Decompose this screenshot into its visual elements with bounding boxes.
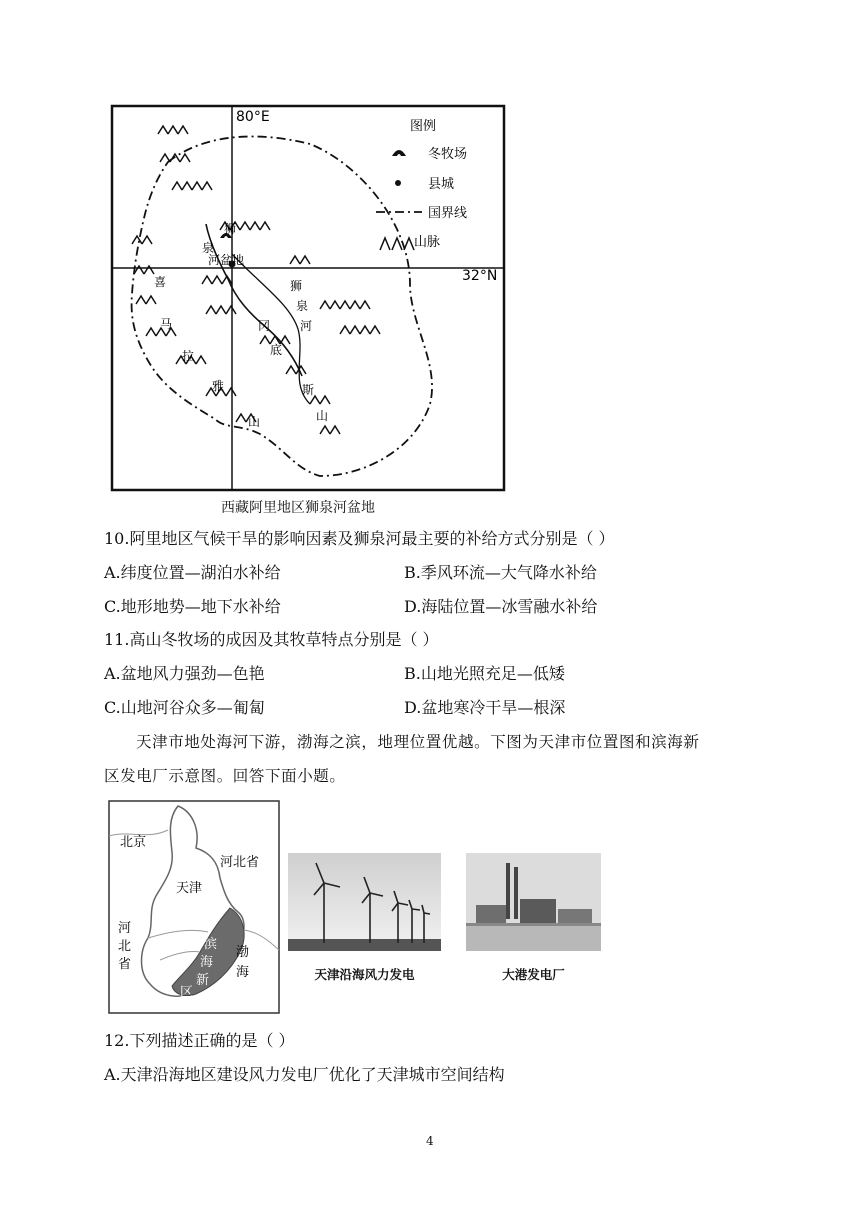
passage-line-1: 天津市地处海河下游，渤海之滨，地理位置优越。下图为天津市位置图和滨海新: [136, 733, 700, 751]
label-binhai-4: 区: [180, 985, 194, 1000]
wind-power-photo-svg: [288, 853, 441, 951]
river-char-2: 泉: [296, 299, 309, 313]
q10-stem: 10.阿里地区气候干旱的影响因素及狮泉河最主要的补给方式分别是（ ）: [104, 529, 615, 548]
himalaya-char-2: 马: [160, 317, 173, 331]
legend-county-icon: [395, 180, 401, 186]
q10-option-a[interactable]: A.纬度位置—湖泊水补给: [104, 563, 281, 582]
tianjin-location-map: [108, 800, 280, 1014]
q11-option-b[interactable]: B.山地光照充足—低矮: [404, 664, 565, 683]
label-hebei-west-2: 北: [118, 939, 132, 954]
river-char-1: 狮: [290, 279, 303, 293]
river-char-3: 河: [300, 319, 313, 333]
q12-option-a[interactable]: A.天津沿海地区建设风力发电厂优化了天津城市空间结构: [104, 1065, 505, 1084]
dagang-plant-photo: [466, 853, 601, 951]
map1-caption: 西藏阿里地区狮泉河盆地: [221, 500, 375, 516]
q12-stem: 12.下列描述正确的是（ ）: [104, 1031, 295, 1050]
wind-power-photo: [288, 853, 441, 951]
legend-winter-pasture: 冬牧场: [428, 147, 468, 162]
passage-line-2: 区发电厂示意图。回答下面小题。: [104, 767, 346, 785]
himalaya-char-4: 雅: [212, 379, 225, 393]
q10-option-c[interactable]: C.地形地势—地下水补给: [104, 597, 281, 616]
wind-power-caption: 天津沿海风力发电: [314, 967, 415, 982]
q11-option-a[interactable]: A.盆地风力强劲—色艳: [104, 664, 265, 683]
dagang-plant-photo-svg: [466, 853, 601, 951]
label-tianjin: 天津: [176, 881, 203, 896]
label-bohai-1: 渤: [236, 945, 250, 960]
q10-option-b[interactable]: B.季风环流—大气降水补给: [404, 563, 597, 582]
label-hebei-west-3: 省: [118, 957, 132, 972]
dagang-plant-caption: 大港发电厂: [502, 967, 565, 982]
label-binhai-3: 新: [196, 973, 210, 988]
tianjin-map-svg: [108, 800, 280, 1014]
basin-label-2: 泉: [202, 241, 215, 255]
legend-mountain: 山脉: [414, 235, 441, 250]
basin-label-1: 狮: [224, 222, 237, 236]
page-number: 4: [426, 1134, 434, 1148]
label-bohai-2: 海: [236, 965, 250, 980]
lon-label: 80°E: [236, 109, 270, 125]
gangdise-char-2: 底: [270, 343, 283, 357]
legend-border: 国界线: [428, 206, 468, 221]
label-hebei-east: 河北省: [220, 855, 260, 870]
gangdise-char-1: 冈: [258, 319, 271, 333]
gangdise-char-4: 山: [316, 409, 329, 423]
label-beijing: 北京: [120, 835, 147, 850]
himalaya-char-1: 喜: [154, 275, 167, 289]
label-binhai-1: 滨: [204, 937, 218, 952]
himalaya-char-5: 山: [248, 415, 261, 429]
legend-title: 图例: [410, 119, 437, 134]
map-frame: [112, 106, 504, 490]
label-binhai-2: 海: [200, 955, 214, 970]
basin-label-3: 河盆地: [208, 253, 245, 267]
q11-stem: 11.高山冬牧场的成因及其牧草特点分别是（ ）: [104, 630, 439, 649]
label-hebei-west-1: 河: [118, 921, 132, 936]
himalaya-char-3: 拉: [182, 349, 195, 363]
shiquan-basin-map: [110, 104, 506, 494]
lat-label: 32°N: [462, 268, 498, 284]
legend-county: 县城: [428, 177, 455, 192]
q11-option-c[interactable]: C.山地河谷众多—匍匐: [104, 698, 265, 717]
q10-option-d[interactable]: D.海陆位置—冰雪融水补给: [404, 597, 598, 616]
gangdise-char-3: 斯: [302, 383, 315, 397]
q11-option-d[interactable]: D.盆地寒冷干旱—根深: [404, 698, 566, 717]
shiquan-basin-map-svg: [110, 104, 506, 494]
